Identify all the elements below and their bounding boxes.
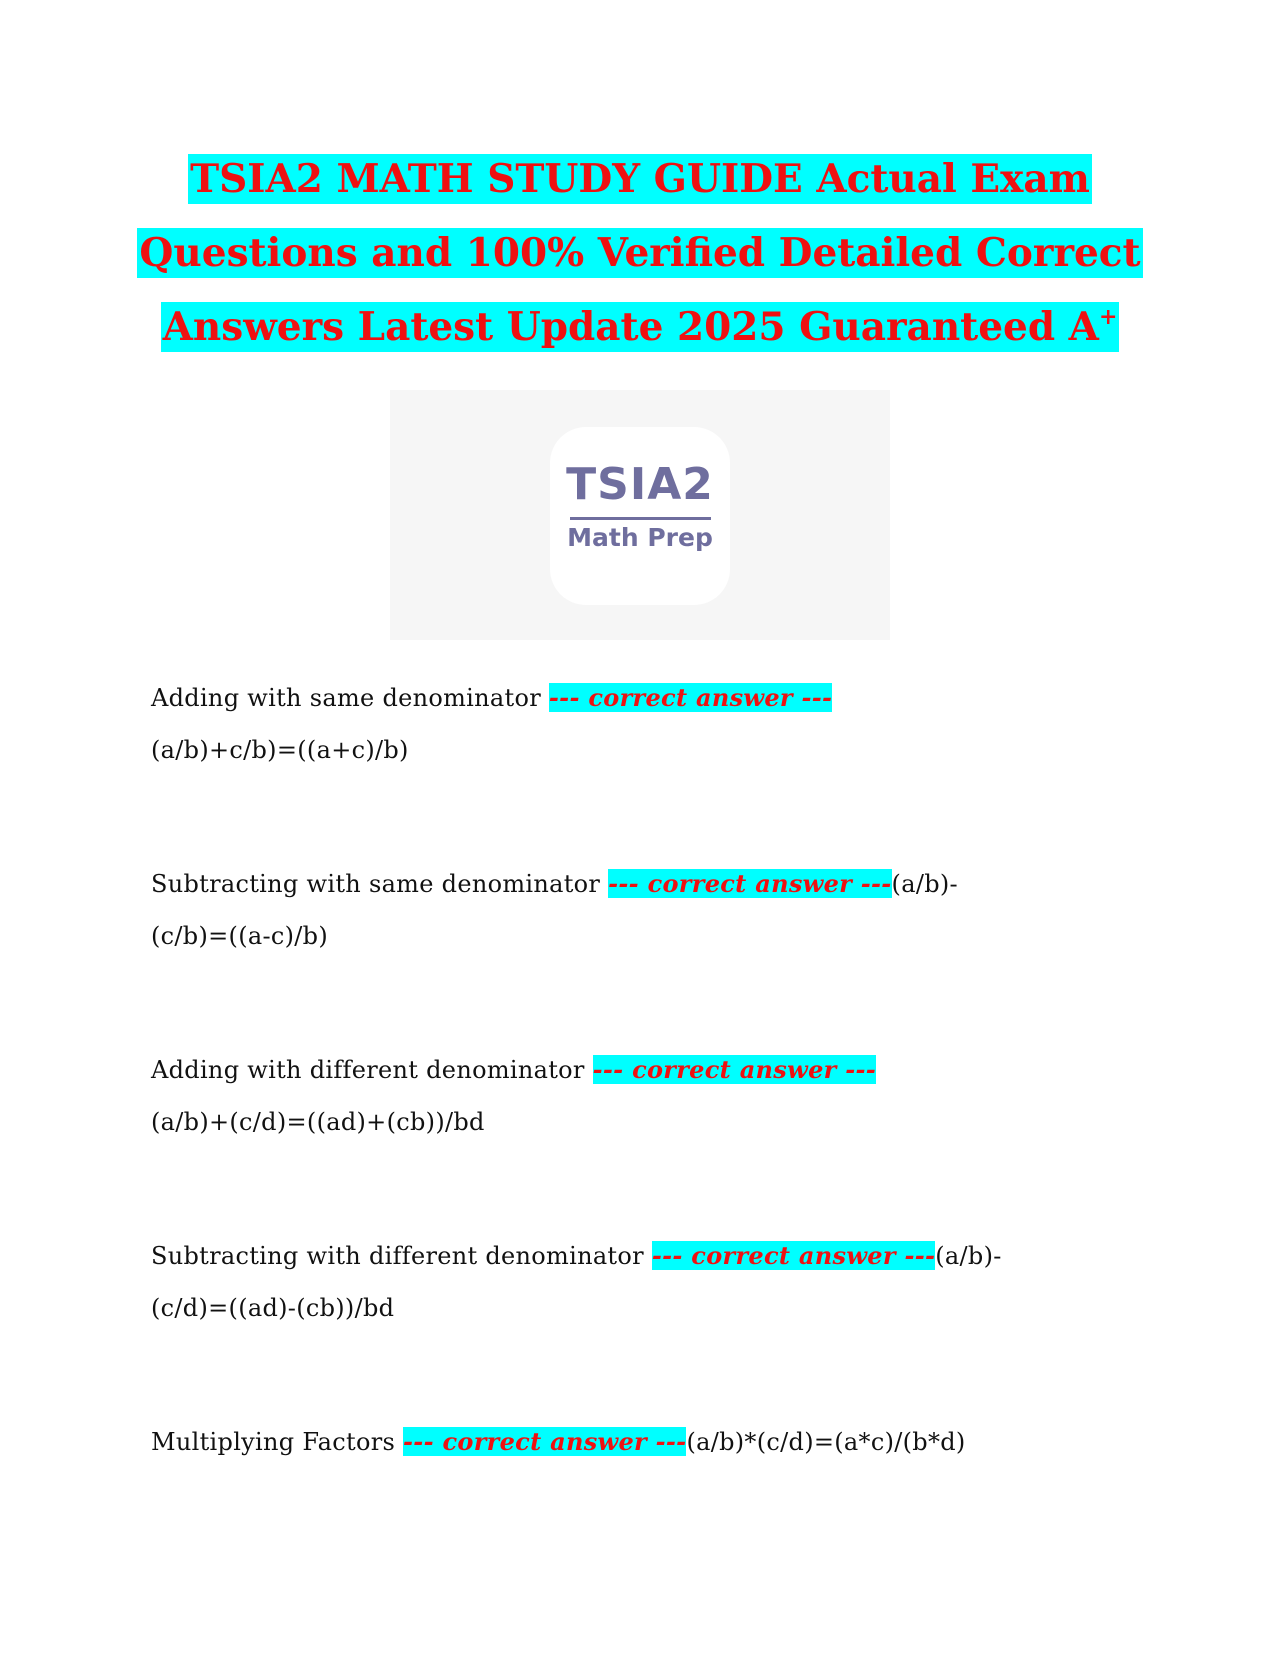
correct-answer-marker: --- correct answer --- <box>651 1241 936 1270</box>
logo-main-text: TSIA2 <box>566 459 714 510</box>
logo-sub-text: Math Prep <box>567 523 713 552</box>
question-text: Multiplying Factors <box>151 1428 404 1456</box>
logo-image <box>390 390 890 640</box>
title-line-1 <box>0 142 1280 216</box>
answer-text: (a/b)+(c/d)=((ad)+(cb))/bd <box>151 1108 485 1136</box>
document-title <box>0 142 1280 364</box>
answer-text: (a/b)*(c/d)=(a*c)/(b*d) <box>686 1428 966 1456</box>
qa-item-adding-different <box>151 1044 1141 1148</box>
correct-answer-marker: --- correct answer --- <box>592 1055 877 1084</box>
title-line-3-wrap <box>161 302 1120 352</box>
logo-divider <box>570 517 711 520</box>
question-text: Adding with same denominator <box>151 684 549 712</box>
question-text: Subtracting with different denominator <box>151 1242 652 1270</box>
answer-text-part-2: (c/d)=((ad)-(cb))/bd <box>151 1294 395 1322</box>
logo-tile <box>550 427 730 605</box>
title-line-3 <box>0 290 1280 364</box>
qa-item-adding-same <box>151 672 1141 776</box>
correct-answer-marker: --- correct answer --- <box>608 869 892 898</box>
title-superscript: + <box>1098 304 1118 330</box>
qa-item-multiplying <box>151 1416 1141 1468</box>
title-line-3-text: Answers Latest Update 2025 Guaranteed A <box>162 304 1099 350</box>
qa-item-subtracting-different <box>151 1230 1141 1334</box>
answer-text-part-1: (a/b)- <box>891 870 958 898</box>
qa-item-subtracting-same <box>151 858 1141 962</box>
answer-text-part-2: (c/b)=((a-c)/b) <box>151 922 328 950</box>
question-text: Adding with different denominator <box>151 1056 593 1084</box>
title-line-1-text: TSIA2 MATH STUDY GUIDE Actual Exam <box>190 156 1090 202</box>
correct-answer-marker: --- correct answer --- <box>403 1427 687 1456</box>
answer-text: (a/b)+c/b)=((a+c)/b) <box>151 736 409 764</box>
title-line-2-text: Questions and 100% Verified Detailed Correct <box>139 230 1141 276</box>
title-line-2 <box>0 216 1280 290</box>
question-text: Subtracting with same denominator <box>151 870 609 898</box>
answer-text-part-1: (a/b)- <box>935 1242 1002 1270</box>
correct-answer-marker: --- correct answer --- <box>548 683 833 712</box>
